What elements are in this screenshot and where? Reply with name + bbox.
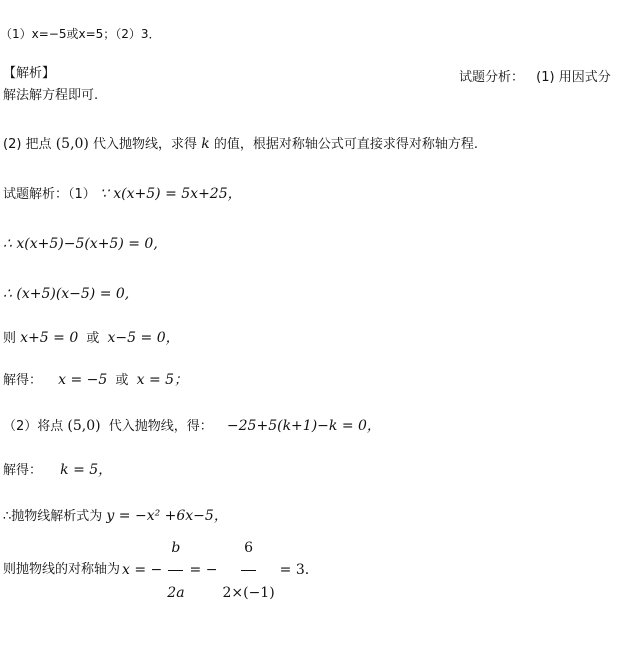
solution-p2-lead: （2）将点 [3, 419, 64, 434]
solution-parab-eq: y = −x² +6x−5， [106, 508, 228, 524]
analysis-part2-point: (5,0) [55, 136, 89, 152]
solution-line-2 [3, 236, 158, 253]
fraction-denominator-2x-neg1: 2×(−1) [222, 584, 275, 601]
analysis-header-right [459, 66, 611, 85]
solution-eq5-a: x = −5 [58, 372, 108, 388]
solution-eq4-lead: 则 [3, 331, 17, 346]
solution-eq4-b: x−5 = 0， [107, 330, 180, 346]
answer-line: （1）x=−5或x=5；（2）3． [0, 27, 161, 41]
solution-eq2: ∴ x(x+5)−5(x+5) = 0, [3, 236, 158, 252]
solution-k-lead: 解得： [3, 463, 43, 478]
analysis-part2-var: k [201, 136, 210, 152]
solution-line-1 [3, 186, 242, 203]
solution-p2-point: (5,0) [67, 418, 101, 434]
solution-p2-mid: 代入抛物线，得： [108, 419, 213, 434]
analysis-part1-continuation: 解法解方程即可. [3, 88, 99, 103]
analysis-part1-right: (1) 用因式分 [536, 70, 611, 85]
solution-eq1: ∵ x(x+5) = 5x+25， [99, 186, 242, 202]
solution-line-5 [3, 372, 188, 389]
fraction-numerator-b: b [168, 528, 183, 571]
solution-axis-result: = 3. [279, 562, 310, 578]
solution-eq3: ∴ (x+5)(x−5) = 0, [3, 286, 130, 302]
solution-line-7 [3, 462, 112, 479]
fraction-6-over-den [219, 528, 277, 613]
solution-eq5-lead: 解得： [3, 373, 43, 388]
solution-eq5-b: x = 5； [136, 372, 189, 388]
solution-axis-x: x = − [122, 562, 163, 578]
analysis-part2-lead: (2) 把点 [3, 137, 52, 152]
solution-eq4-or: 或 [86, 331, 100, 346]
analysis-part2 [3, 136, 478, 153]
solution-line-8 [3, 508, 228, 525]
solution-line-4 [3, 330, 180, 347]
fraction-numerator-6: 6 [241, 528, 256, 571]
solution-line-3 [3, 286, 129, 303]
solution-k-eq: k = 5， [60, 462, 113, 478]
fraction-b-over-2a [164, 528, 187, 613]
solution-eq4-a: x+5 = 0 [20, 330, 79, 346]
solution-axis-eq2: = − [189, 562, 218, 578]
solution-p2-eq: −25+5(k+1)−k = 0， [226, 418, 381, 434]
solution-parab-lead: ∴抛物线解析式为 [3, 509, 103, 524]
solution-eq5-or: 或 [115, 373, 129, 388]
fraction-denominator-2a: 2a [167, 584, 185, 601]
solution-axis-lead: 则抛物线的对称轴为 [3, 562, 121, 577]
analysis-part2-mid: 代入抛物线，求得 [93, 137, 198, 152]
analysis-part2-tail: 的值，根据对称轴公式可直接求得对称轴方程. [213, 137, 478, 152]
solution-intro: 试题解析：（1） [3, 187, 96, 202]
solution-line-6 [3, 418, 381, 435]
analysis-title: 【解析】 [3, 66, 56, 81]
analysis-label: 试题分析： [459, 70, 525, 85]
